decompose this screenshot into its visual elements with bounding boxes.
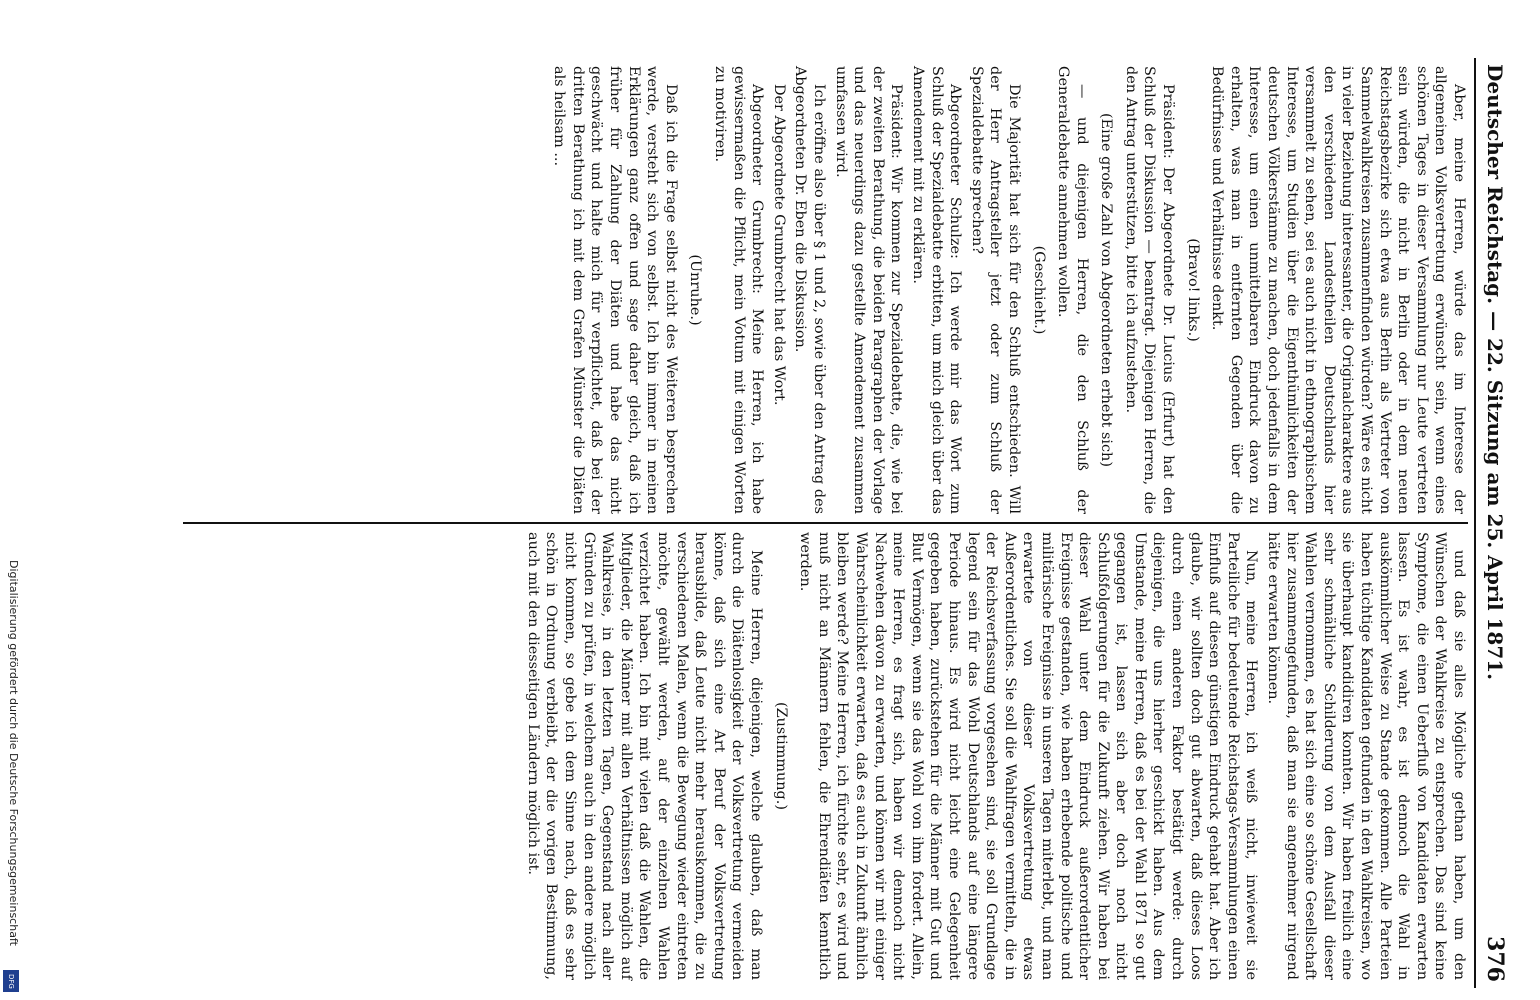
president-statement-4: Präsident: Wir kommen zur Spezialdebatte, die, wie bei der zweiten Berathung, die beiden Paragraphen der Vorlage und das neuerdings dazu gestellte Amendement zusammen umfassen wird. bbox=[832, 66, 905, 514]
page-number: 376 bbox=[1482, 936, 1508, 982]
text-columns bbox=[183, 58, 1468, 988]
closing-paragraph: Daß ich die Frage selbst nicht des Weiteren besprechen werde, versteht sich von selbst. Ich bin immer in meinen Erklärungen ganz offen und sage daher gleich, daß ich früher für Zahlung der Diäten und habe das nicht geschwächt und halte mich für verpflichtet, daß bei der dritten Berathung ich mit dem Grafen Münster die Diäten als heilsam ... bbox=[551, 66, 679, 514]
page-header bbox=[1474, 58, 1508, 988]
president-statement-3: Die Majorität hat sich für den Schluß entschieden. Will der Herr Antragsteller jetzt oder zum Schluß der Spezialdebatte sprechen? bbox=[968, 66, 1022, 514]
column-left bbox=[183, 58, 1468, 522]
digitization-credit bbox=[6, 560, 20, 1000]
interjection-bravo: (Bravo! links.) bbox=[1184, 238, 1201, 342]
right-paragraph-3: Meine Herren, diejenigen, welche glauben, daß man durch die Diätenlosigkeit der Volksvertretung vermeiden könne, daß sich eine Art Beruf der Volksvertretung herausbilde, daß Leute nicht mehr herauskommen, die zu verschiedenen Malen, wenn die Bewegung wieder eintreten möchte, gewählt werden, auf der einzelnen Wahlen verzichtet haben. Ich bin mit vielen daß die Wahlen, die Mitglieder, die Männer mit allen Verhältnissen möglich auf Wahlkreise, in den letzten Tagen, Gegenstand nach aller Gründen zu prüfen, in welchem auch in den andere möglich nicht kommen, so gebe ich dem Sinne nach, daß es sehr schön in Ordnung verbleibt, der die vorigen Bestimmung, auch mit den diesseitigen Ländern möglich ist. bbox=[524, 532, 765, 980]
president-statement-2: — und diejenigen Herren, die den Schluß der Generaldebatte annehmen wollen. bbox=[1055, 66, 1090, 514]
interjection-happens: (Geschieht.) bbox=[1030, 245, 1047, 335]
left-paragraph-1: Aber, meine Herren, würde das im Interesse der allgemeinen Volksvertretung erwünscht sein, wenn eines schönen Tages in dieser Versammlung nur Leute vertreten sein würden, die nicht in Berlin oder in dem neuen Reichstagsbezirke sich etwa aus Berlin als Vertreter von Sammelwahlkreisen zusammenfinden würden? Wäre es nicht in vieler Beziehung interessanter, die Originalcharaktere aus den verschiedenen Landestheilen Deutschlands hier versammelt zu sehen, sei es auch nicht in ethnographischem Interesse, um Studien über die Eigenthümlichkeiten der deutschen Völkerstämme zu machen, doch jedenfalls in dem Interesse, um einen unmittelbaren Eindruck davon zu erhalten, was man in entfernten Gegenden über die Bedürfnisse und Verhältnisse denkt. bbox=[1209, 66, 1467, 514]
interjection-unrest: (Unruhe.) bbox=[687, 254, 704, 326]
rotated-page-content bbox=[176, 58, 1508, 988]
grumbrecht-statement: Abgeordneter Grumbrecht: Meine Herren, ich habe gewissermaßen die Pflicht, mein Votum mit einigen Worten zu motiviren. bbox=[712, 66, 766, 514]
right-paragraph-2: Nun, meine Herren, ich weiß nicht, inwieweit sie Parteiliche für bedeutende Reichstags-Versammlungen einen Einfluß auf diesen günstigen Eindruck gehabt hat. Aber ich glaube, wir sollten doch gut abwarten, daß dieses Loos durch einen anderen Faktor bestätigt werde: durch diejenigen, die uns hierher geschickt haben. Aus dem Umstande, meine Herren, daß es bei der Wahl 1871 so gut gegangen ist, lassen sich aber doch noch nicht Schlußfolgerungen für die Zukunft ziehen. Wir haben bei dieser Wahl unter dem Eindruck außerordentlicher Ereignisse gestanden, wie haben erhebende politische und militärische Ereignisse in unseren Tagen miterlebt, und man erwartete von dieser Volksvertretung etwas Außerordentliches. Sie soll die Wahlfragen vermitteln, die in der Reichsverfassung vorgesehen sind, sie soll Grundlage legend sein für das Wohl Deutschlands auf eine längere Periode hinaus. Es wird nicht leicht eine Gelegenheit gegeben haben, zurückstehen für die Männer mit Gut und Blut Vermögen, wenn sie das Wohl von ihm fordert. Allein, meine Herren, es fragt sich, haben wir dennoch nicht Nachwehen davon zu erwarten, und können wir mit einiger Wahrscheinlichkeit erwarten, daß es auch in Zukunft ähnlich bleiben werde? Meine Herren, ich fürchte sehr, es wird und muß nicht an Männern fehlen, die Ehrendiäten kenntlich werden. bbox=[797, 532, 1260, 980]
president-statement-6: Der Abgeordnete Grumbrecht hat das Wort. bbox=[770, 84, 787, 406]
schulze-statement: Abgeordneter Schulze: Ich werde mir das Wort zum Schluß der Spezialdebatte erbitten, um mich gleich über das Amendement mit zu erklären. bbox=[909, 66, 964, 514]
running-title: Deutscher Reichstag. — 22. Sitzung am 25. April 1871. bbox=[1483, 64, 1507, 681]
right-paragraph-1: und daß sie alles Mögliche gethan haben, um den Wünschen der Wahlkreise zu entsprechen. Das sind keine Symptome, die einen Ueberfluß von Kandidaten erwarten lassen. Es ist wahr, es ist dennoch die Wahl in auskömmlicher Weise zu Stande gekommen. Alle Parteien haben tüchtige Kandidaten gefunden in den Wahlkreisen, wo sie überhaupt kandidiren konnten. Wir haben freilich eine sehr schmähliche Schilderung von dem Ausfall dieser Wahlen vernommen, es hat sich eine so schöne Gesellschaft hier zusammengefunden, daß man sie angenehmer nirgend hätte erwarten können. bbox=[1265, 532, 1467, 980]
president-statement-5: Ich eröffne also über § 1 und 2, sowie über den Antrag des Abgeordneten Dr. Eben die Diskussion. bbox=[792, 66, 827, 514]
column-right bbox=[183, 524, 1468, 988]
president-statement-1: Präsident: Der Abgeordnete Dr. Lucius (Erfurt) hat den Schluß der Diskussion — beantragt. Diejenigen Herren, die den Antrag unterstützen, bitte ich aufzustehen. bbox=[1122, 66, 1177, 514]
digitization-credit-text: Digitalisierung gefördert durch die Deutsche Forschungsgemeinschaft bbox=[7, 560, 20, 946]
dfg-logo: DFG bbox=[3, 970, 19, 992]
interjection-approval: (Zustimmung.) bbox=[772, 702, 789, 810]
interjection-large-number: (Eine große Zahl von Abgeordneten erhebt sich) bbox=[1098, 113, 1115, 467]
